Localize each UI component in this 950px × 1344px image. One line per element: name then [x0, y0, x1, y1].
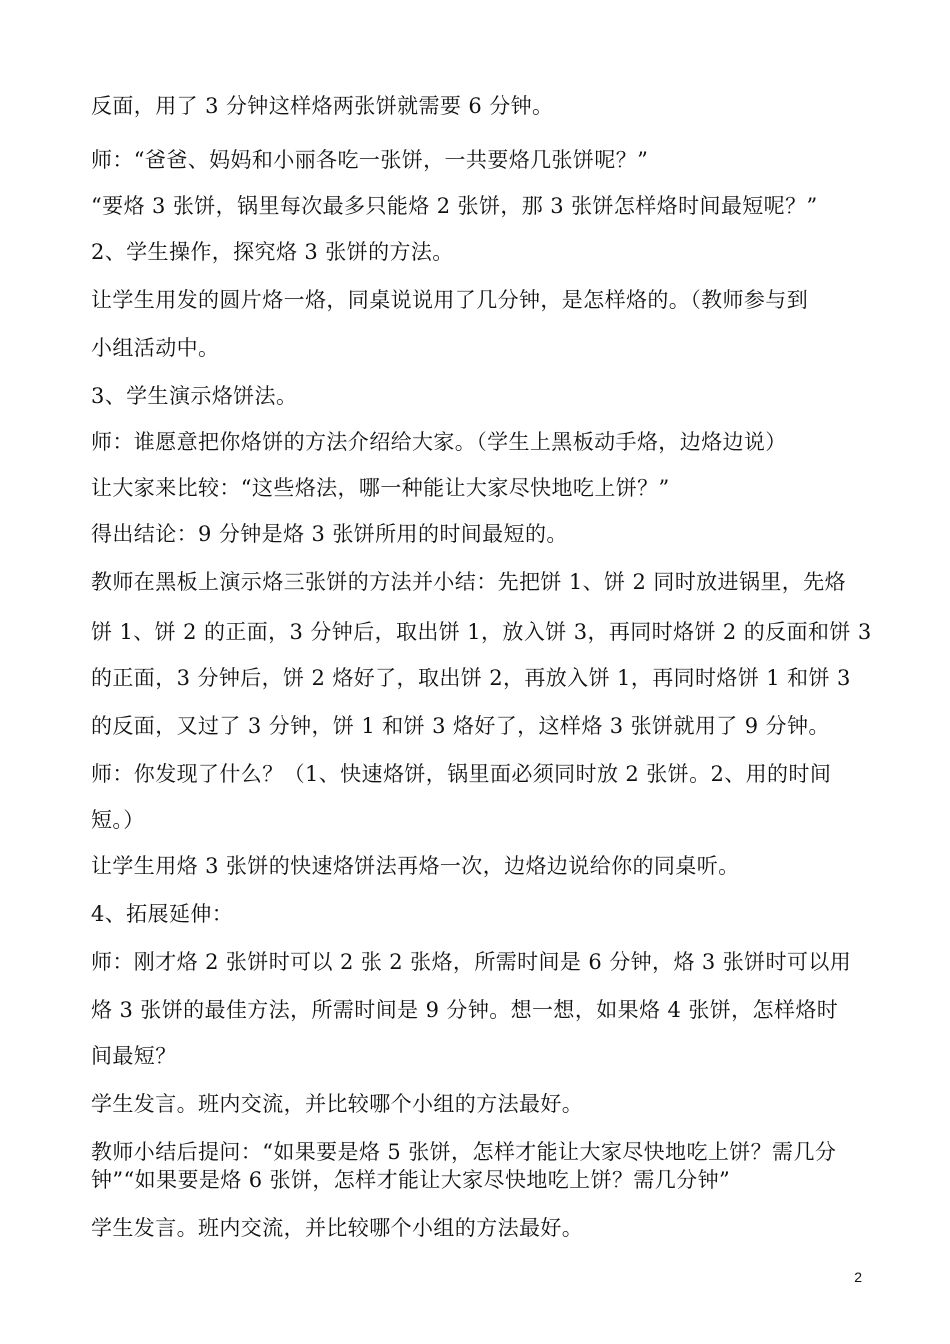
text-line: 师：你发现了什么？（1、快速烙饼，锅里面必须同时放 2 张饼。2、用的时间	[91, 762, 832, 786]
text-line: 间最短？	[91, 1044, 177, 1068]
text-line: 短。）	[91, 808, 145, 832]
text-line: 让大家来比较：“这些烙法，哪一种能让大家尽快地吃上饼？”	[91, 476, 670, 500]
text-line: 钟”“如果要是烙 6 张饼，怎样才能让大家尽快地吃上饼？需几分钟”	[91, 1168, 731, 1192]
text-line: 小组活动中。	[91, 336, 220, 360]
text-line: 3、学生演示烙饼法。	[91, 384, 298, 408]
text-line: 烙 3 张饼的最佳方法，所需时间是 9 分钟。想一想，如果烙 4 张饼，怎样烙时	[91, 998, 839, 1022]
text-line: 反面，用了 3 分钟这样烙两张饼就需要 6 分钟。	[91, 94, 554, 118]
text-line: 4、拓展延伸：	[91, 902, 234, 926]
text-line: 师：“爸爸、妈妈和小丽各吃一张饼，一共要烙几张饼呢？”	[91, 148, 649, 172]
text-line: 师：刚才烙 2 张饼时可以 2 张 2 张烙，所需时间是 6 分钟，烙 3 张饼时可以用	[91, 950, 852, 974]
text-line: 得出结论：9 分钟是烙 3 张饼所用的时间最短的。	[91, 522, 568, 546]
text-line: 教师小结后提问：“如果要是烙 5 张饼，怎样才能让大家尽快地吃上饼？需几分	[91, 1140, 837, 1164]
text-line: 饼 1、饼 2 的正面，3 分钟后，取出饼 1，放入饼 3，再同时烙饼 2 的反面和饼 3	[91, 620, 872, 644]
text-line: “要烙 3 张饼，锅里每次最多只能烙 2 张饼，那 3 张饼怎样烙时间最短呢？”	[91, 194, 818, 218]
text-line: 学生发言。班内交流，并比较哪个小组的方法最好。	[91, 1216, 584, 1240]
text-line: 学生发言。班内交流，并比较哪个小组的方法最好。	[91, 1092, 584, 1116]
text-line: 师：谁愿意把你烙饼的方法介绍给大家。（学生上黑板动手烙，边烙边说）	[91, 430, 787, 454]
text-line: 的反面，又过了 3 分钟，饼 1 和饼 3 烙好了，这样烙 3 张饼就用了 9 分钟。	[91, 714, 830, 738]
text-line: 让学生用烙 3 张饼的快速烙饼法再烙一次，边烙边说给你的同桌听。	[91, 854, 740, 878]
text-line: 教师在黑板上演示烙三张饼的方法并小结：先把饼 1、饼 2 同时放进锅里，先烙	[91, 570, 846, 594]
text-line: 让学生用发的圆片烙一烙，同桌说说用了几分钟，是怎样烙的。（教师参与到	[91, 288, 809, 312]
text-line: 的正面，3 分钟后，饼 2 烙好了，取出饼 2，再放入饼 1，再同时烙饼 1 和饼 3	[91, 666, 851, 690]
text-line: 2、学生操作，探究烙 3 张饼的方法。	[91, 240, 454, 264]
page-number: 2	[854, 1269, 862, 1285]
